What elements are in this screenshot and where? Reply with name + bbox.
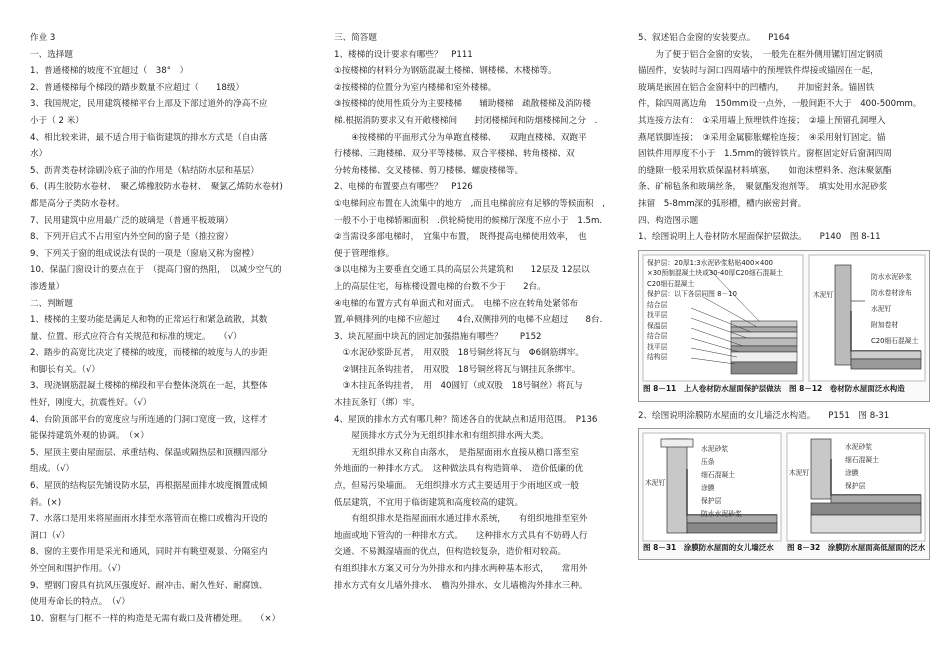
- col2-line: 地面或地下管沟的一种排水方式。 这种排水方式具有不妨碍人行: [334, 530, 588, 541]
- col2-line: 无组织排水又称自由落水， 是指屋面雨水直接从檐口落至室: [334, 447, 579, 458]
- col2-line: ②按楼梯的位置分为室内楼梯和室外楼梯。: [334, 82, 497, 93]
- col2-line: ③木挂瓦条钩挂者， 用 40圆钉（或双股 18号铜丝）将瓦与: [334, 381, 583, 392]
- col2-line: 排水方式有女儿墙外排水、 檐沟外排水、女儿墙檐沟外排水三种。: [334, 580, 588, 591]
- col3-line: 为了便于铝合金窗的安装， 一般先在框外侧用镙钉固定钢质: [638, 49, 883, 60]
- col1-line: 洞口（√）: [30, 530, 70, 541]
- col1-line: 外空间和围护作用。（√）: [30, 564, 126, 574]
- fig2a-label: 涂膜: [701, 484, 715, 493]
- col2-line: ④电梯的布置方式有单面式和对面式。 电梯不应在转角处紧邻布: [334, 298, 579, 309]
- column-middle: [334, 30, 616, 594]
- col2-line: 木挂瓦条钉（绑）牢。: [334, 398, 420, 409]
- fig2a-label: 防水水泥砂浆: [701, 510, 742, 519]
- parapet-question: [638, 408, 928, 425]
- col1-line: 9、塑钢门窗具有抗风压强度好、耐冲击、耐久性好、耐腐蚀、: [30, 580, 268, 591]
- col2-line: 行楼梯、三跑楼梯、双分平等楼梯、双合平楼梯、转角楼梯、双: [334, 149, 575, 160]
- col3-line: 件，除四周离边角 150mm设一点外，一般间距不大于 400-500mm。: [638, 99, 922, 110]
- fig2a-wall-label: 木泥钉: [645, 479, 666, 488]
- figure-caption-8-12: 图 8－12 卷材防水屋面泛水构造: [789, 384, 905, 394]
- col1-line: 1、楼梯的主要功能是满足人和物的正常运行和紧急疏散，其数: [30, 315, 268, 326]
- col3-line: 条、矿棉毡条和玻璃丝条， 聚氨酯发泡剂等。 填实处用水泥砂浆: [638, 182, 888, 193]
- window-install-answer: [638, 30, 928, 246]
- fig2b-label: 涂膜: [845, 469, 859, 478]
- fig1-layer-label: 结构层: [647, 353, 668, 362]
- fig2a-label: 保护层: [701, 497, 722, 506]
- col2-line: ①水泥砂浆卧瓦者， 用双股 18号铜丝将瓦与 Φ6钢筋绑牢。: [334, 348, 585, 359]
- fig1-layer-label: 结合层: [647, 332, 668, 341]
- col3-line: 锚固件，安装时与洞口四周墙中的预埋铁件焊接或锚固在一起，: [638, 66, 879, 77]
- col2-line: 屋顶排水方式分为无组织排水和有组织排水两大类。: [334, 431, 549, 442]
- fig2b-wall-label: 木泥钉: [789, 469, 810, 478]
- fig1-layer-label: C20细石混凝土: [647, 279, 695, 288]
- col1-line: 都是高分子类防水卷材。: [30, 198, 125, 209]
- col1-line: 4、台阶顶部平台的宽度应与所连通的门洞口宽度一致，这样才: [30, 414, 268, 425]
- col1-line: 使用寿命长的特点。 （√）: [30, 597, 131, 608]
- fig1-right-label: 水泥钉: [871, 304, 892, 313]
- col2-line: 点，但易污染墙面。 无组织排水方式主要适用于少雨地区或一般: [334, 481, 579, 492]
- fig1-right-label: 附加卷材: [871, 320, 899, 329]
- fig1-layer-label: 结合层: [647, 300, 668, 309]
- col1-line: 斜。(×): [30, 497, 62, 508]
- figure-caption-8-32: 图 8－32 涂膜防水屋面高低屋面的泛水: [787, 542, 926, 552]
- fig1-layer-label: 保护层：以下各层同图 8－10: [647, 290, 737, 299]
- col3-line: 抹留 5-8mm深的弧形槽，槽内嵌密封膏。: [638, 198, 807, 209]
- col2-line: 交通、不易溅湿墙面的优点，但构造较复杂，造价相对较高。: [334, 547, 567, 558]
- col1-line: 9、下列关于窗的组成说法有误的一项是（窗扇又称为窗樘）: [30, 248, 259, 259]
- col1-line: 水）: [30, 149, 48, 160]
- fig1-wall-label: 木泥钉: [813, 290, 834, 299]
- fig2a-label: 细石混凝土: [701, 471, 735, 480]
- col1-line: 1、普通楼梯的坡度不宜超过（ 38° ）: [30, 66, 189, 77]
- col1-line: 3、我国规定，民用建筑楼梯平台上部及下部过道外的净高不应: [30, 99, 268, 110]
- fig2b-label: 水泥砂浆: [845, 443, 873, 452]
- col1-line: 7、水落口是用来将屋面雨水排至水落管而在檐口或檐沟开设的: [30, 514, 268, 525]
- col1-line: 一、选择题: [30, 49, 73, 60]
- col1-line: 作业 3: [30, 33, 56, 43]
- col2-line: 分转角楼梯、交叉楼梯、剪刀楼梯、螺旋楼梯等。: [334, 165, 524, 176]
- col2-line: ②钢挂瓦条钩挂者， 用双股 18号铜丝将瓦与钢挂瓦条绑牢。: [334, 364, 581, 375]
- fig1-layer-label: ×30预制混凝土块或30-40厚C20细石混凝土: [647, 269, 783, 278]
- col3-line: 玻璃是嵌固在铝合金窗料中的凹槽内， 并加密封条。锚固铁: [638, 82, 875, 93]
- fig2b-label: 细石混凝土: [845, 456, 879, 465]
- col2-line: ②当需设多部电梯时， 宜集中布置， 既得提高电梯使用效率， 也: [334, 232, 587, 243]
- figure-8-31-32: [638, 428, 930, 560]
- col3-line: 四、构造图示题: [638, 215, 699, 226]
- fig2a-label: 水泥砂浆: [701, 445, 729, 454]
- col2-line: ①电梯间应布置在人流集中的地方 ,而且电梯前应有足够的等候面积 ,: [334, 198, 605, 209]
- col1-line: 和脚长有关。（√）: [30, 364, 100, 375]
- fig1-layer-label: 保护层：20厚1:3水泥砂浆粘贴400×400: [647, 258, 773, 267]
- col1-line: 2、踏步的高宽比决定了楼梯的坡度，而楼梯的坡度与人的步距: [30, 348, 268, 359]
- col2-line: 三、简答题: [334, 33, 377, 43]
- col1-line: 二、判断题: [30, 298, 73, 309]
- col3-line: 燕尾铁脚连接； ③采用金属膨胀螺栓连接； ④采用射钉固定。锚: [638, 132, 886, 143]
- col2-line: 有组织排水方案又可分为外排水和内排水两种基本形式， 常用外: [334, 564, 588, 574]
- col3-line: 固铁件用厚度不小于 1.5mm的镀锌铁片。窗框固定好后窗洞四周: [638, 149, 892, 160]
- col2-line: 1、楼梯的设计要求有哪些？ P111: [334, 49, 473, 60]
- fig1-right-label: C20细石混凝土: [871, 336, 919, 345]
- col1-line: 小于（ 2 米）: [30, 115, 84, 126]
- col1-line: 10、窗框与门框不一样的构造是无需有裁口及背槽处理。 （×）: [30, 613, 281, 624]
- col2-line: 低层建筑，不宜用于临街建筑和高度较高的建筑。: [334, 497, 524, 508]
- fig1-layer-label: 找平层: [647, 311, 668, 320]
- col1-line: 性好，刚度大，抗震性好。（√）: [30, 398, 152, 409]
- col1-line: 6、(再生胶防水卷材、 聚乙烯橡胶防水卷材、 聚氯乙烯防水卷材): [30, 182, 283, 193]
- col1-line: 能保持建筑外观的协调。 （×）: [30, 431, 149, 442]
- col1-line: 3、现浇钢筋混凝土楼梯的梯段和平台整体浇筑在一起，其整体: [30, 381, 268, 392]
- col2-line: 外地面的一种排水方式。 这种做法具有构造简单、 造价低廉的优: [334, 464, 584, 475]
- column-left: [30, 30, 312, 627]
- fig2a-label: 压条: [701, 458, 715, 467]
- col1-line: 渗透量）: [30, 281, 65, 292]
- col1-line: 5、沥青类卷材涂刷冷底子油的作用是（粘结防水层和基层）: [30, 165, 259, 176]
- col1-line: 8、下列开启式不占用室内外空间的窗子是（推拉窗）: [30, 232, 234, 243]
- col1-line: 5、屋顶主要由屋面层、承重结构、保温或隔热层和顶棚四部分: [30, 447, 268, 458]
- col3-line: 其连接方法有： ①采用墙上预埋铁件连接； ②墙上预留孔洞埋入: [638, 115, 886, 126]
- col2-line: ④按楼梯的平面形式分为单跑直楼梯、 双跑直楼梯、双跑平: [334, 132, 587, 143]
- col2-line: 便于管理维修。: [334, 248, 395, 259]
- col2-line: ③按楼梯的使用性质分为主要楼梯 辅助楼梯 疏散楼梯及消防楼: [334, 99, 591, 110]
- col2-line: 置,单侧排列的电梯不应超过 4台,双侧排列的电梯不应超过 8台.: [334, 315, 603, 326]
- fig1-layer-label: 找平层: [647, 342, 668, 351]
- col2-line: ①按楼梯的材料分为钢筋混凝土楼梯、钢楼梯、木楼梯等。: [334, 66, 557, 77]
- col1-line: 组成。（√）: [30, 464, 75, 475]
- col1-line: 4、相比较来讲，最不适合用于临街建筑的排水方式是（自由落: [30, 132, 268, 143]
- col1-line: 2、普通楼梯每个梯段的踏步数量不应超过（ 18级）: [30, 82, 245, 93]
- fig2b-label: 保护层: [845, 482, 866, 491]
- col3-line: 1、绘图说明上人卷材防水屋面保护层做法。 P140 图 8-11: [638, 232, 881, 243]
- col2-line: 上的高层住宅，每栋楼设置电梯的台数不少于 2台。: [334, 281, 546, 292]
- col1-line: 6、屋顶的结构层先铺设防水层，再根据屋面排水坡度搁置成倾: [30, 481, 268, 492]
- col1-line: 8、窗的主要作用是采光和通风，同时并有眺望观景、分隔室内: [30, 547, 268, 558]
- col1-line: 7、民用建筑中应用最广泛的玻璃是（普通平板玻璃）: [30, 215, 234, 226]
- figure-8-11-12: [638, 250, 930, 402]
- col2-line: 梯.根据消防要求又有开敞楼梯间 封闭楼梯间和防烟楼梯间之分 .: [334, 115, 598, 126]
- col1-line: 10、保温门窗设计的要点在于 （提高门窗的热阻， 以减少空气的: [30, 265, 282, 276]
- fig1-right-label: 防水卷材涂布: [871, 288, 912, 297]
- column-right: [638, 30, 928, 560]
- fig1-layer-label: 保温层: [647, 321, 668, 330]
- col2-line: 2、电梯的布置要点有哪些？ P126: [334, 182, 473, 193]
- col2-line: ③以电梯为主要垂直交通工具的高层公共建筑和 12层及 12层以: [334, 265, 590, 276]
- col2-line: 一般不小于电梯轿厢面积 .供轮椅使用的候梯厅深度不应小于 1.5m.: [334, 215, 603, 226]
- col3-line: 5、叙述铝合金窗的安装要点。 P164: [638, 33, 790, 43]
- col2-line: 4、屋顶的排水方式有哪几种？简述各自的优缺点和适用范围。 P136: [334, 414, 598, 425]
- col3-line: 2、绘图说明涂膜防水屋面的女儿墙泛水构造。 P151 图 8-31: [638, 410, 890, 421]
- fig1-right-label: 防水水泥砂浆: [871, 272, 912, 281]
- figure-caption-8-11: 图 8－11 上人卷材防水屋面保护层做法: [643, 384, 782, 394]
- col3-line: 的缝隙一般采用软质保温材料填塞， 如泡沫塑料条、泡沫聚氨酯: [638, 165, 892, 176]
- col2-line: 有组织排水是指屋面雨水通过排水系统， 有组织地排至室外: [334, 514, 588, 525]
- col2-line: 3、块瓦屋面中块瓦的固定加强措施有哪些？ P152: [334, 331, 542, 342]
- figure-caption-8-31: 图 8－31 涂膜防水屋面的女儿墙泛水: [643, 542, 774, 552]
- col1-line: 量、位置、形式应符合有关规范和标准的规定。 （√）: [30, 331, 242, 342]
